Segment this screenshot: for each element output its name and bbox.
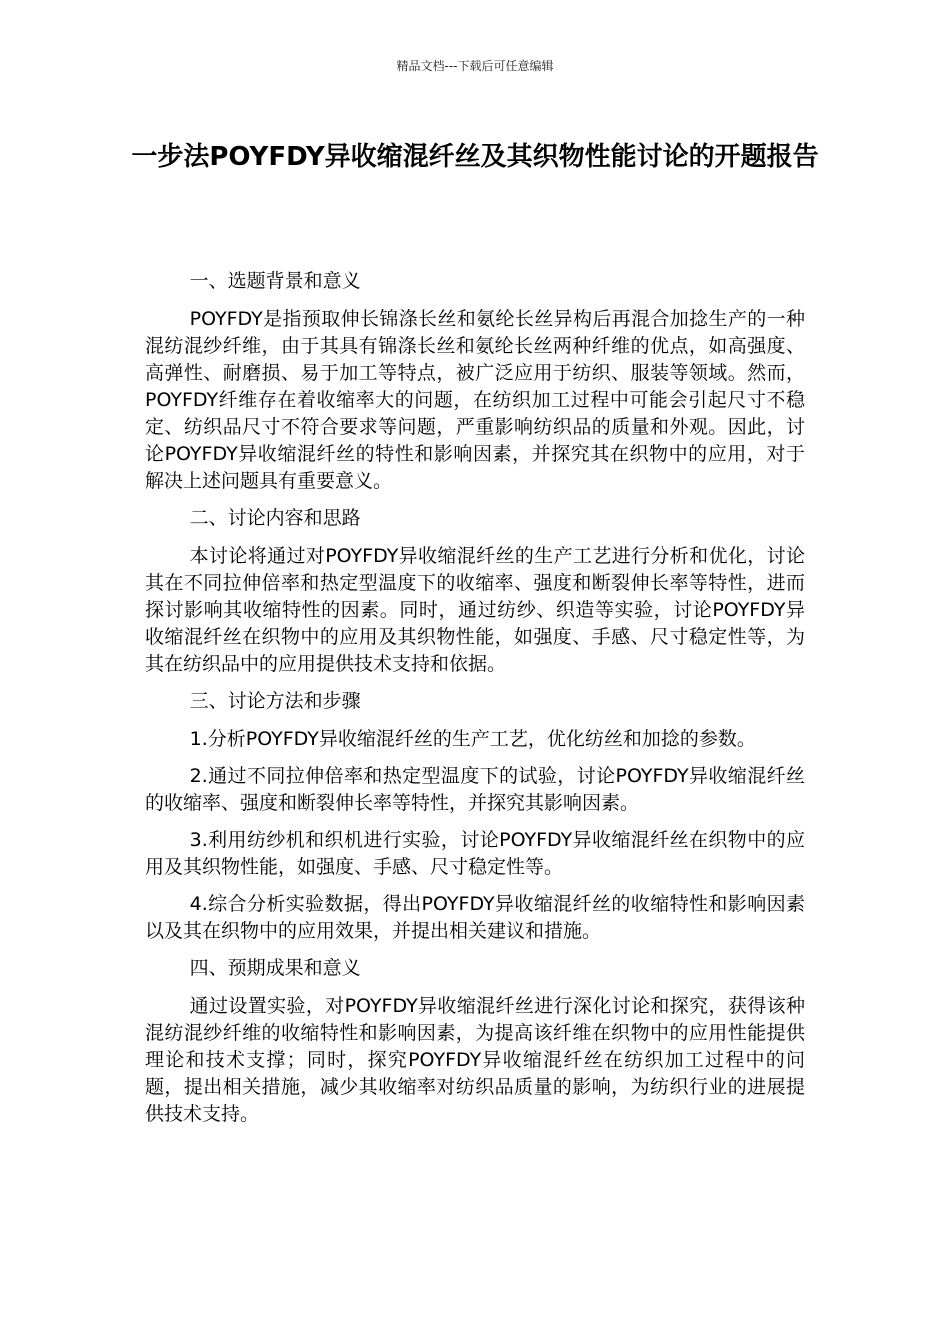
paragraph-outcomes: 通过设置实验，对POYFDY异收缩混纤丝进行深化讨论和探究，获得该种混纺混纱纤维的收缩特性和影响因素，为提高该纤维在织物中的应用性能提供理论和技术支撑；同时，探究POYFDY异收缩混纤丝在纺织加工过程中的问题，提出相关措施，减少其收缩率对纺织品质量的影响，为纺织行业的进展提供技术支持。	[145, 995, 805, 1125]
method-step-1: 1.分析POYFDY异收缩混纤丝的生产工艺，优化纺丝和加捻的参数。	[189, 728, 756, 750]
section-heading-background: 一、选题背景和意义	[189, 270, 361, 292]
document-body	[145, 268, 805, 1138]
paragraph-content: 本讨论将通过对POYFDY异收缩混纤丝的生产工艺进行分析和优化，讨论其在不同拉伸倍率和热定型温度下的收缩率、强度和断裂伸长率等特性，进而探讨影响其收缩特性的因素。同时，通过纺纱、织造等实验，讨论POYFDY异收缩混纤丝在织物中的应用及其织物性能，如强度、手感、尺寸稳定性等，为其在纺织品中的应用提供技术支持和依据。	[145, 545, 805, 675]
method-step-3: 3.利用纺纱机和织机进行实验，讨论POYFDY异收缩混纤丝在织物中的应用及其织物性能，如强度、手感、尺寸稳定性等。	[145, 829, 805, 878]
section-heading-methods: 三、讨论方法和步骤	[189, 690, 361, 712]
page-header: 精品文档---下载后可任意编辑	[396, 59, 554, 73]
section-heading-outcomes: 四、预期成果和意义	[189, 957, 361, 979]
method-step-2: 2.通过不同拉伸倍率和热定型温度下的试验，讨论POYFDY异收缩混纤丝的收缩率、强度和断裂伸长率等特性，并探究其影响因素。	[145, 765, 805, 814]
paragraph-background: POYFDY是指预取伸长锦涤长丝和氨纶长丝异构后再混合加捻生产的一种混纺混纱纤维，由于其具有锦涤长丝和氨纶长丝两种纤维的优点，如高强度、高弹性、耐磨损、易于加工等特点，被广泛应用于纺织、服装等领域。然而，POYFDY纤维存在着收缩率大的问题，在纺织加工过程中可能会引起尺寸不稳定、纺织品尺寸不符合要求等问题，严重影响纺织品的质量和外观。因此，讨论POYFDY异收缩混纤丝的特性和影响因素，并探究其在织物中的应用，对于解决上述问题具有重要意义。	[145, 308, 805, 492]
section-heading-content: 二、讨论内容和思路	[189, 507, 361, 529]
method-step-4: 4.综合分析实验数据，得出POYFDY异收缩混纤丝的收缩特性和影响因素以及其在织物中的应用效果，并提出相关建议和措施。	[145, 893, 805, 942]
document-title: 一步法POYFDY异收缩混纤丝及其织物性能讨论的开题报告	[131, 142, 819, 172]
